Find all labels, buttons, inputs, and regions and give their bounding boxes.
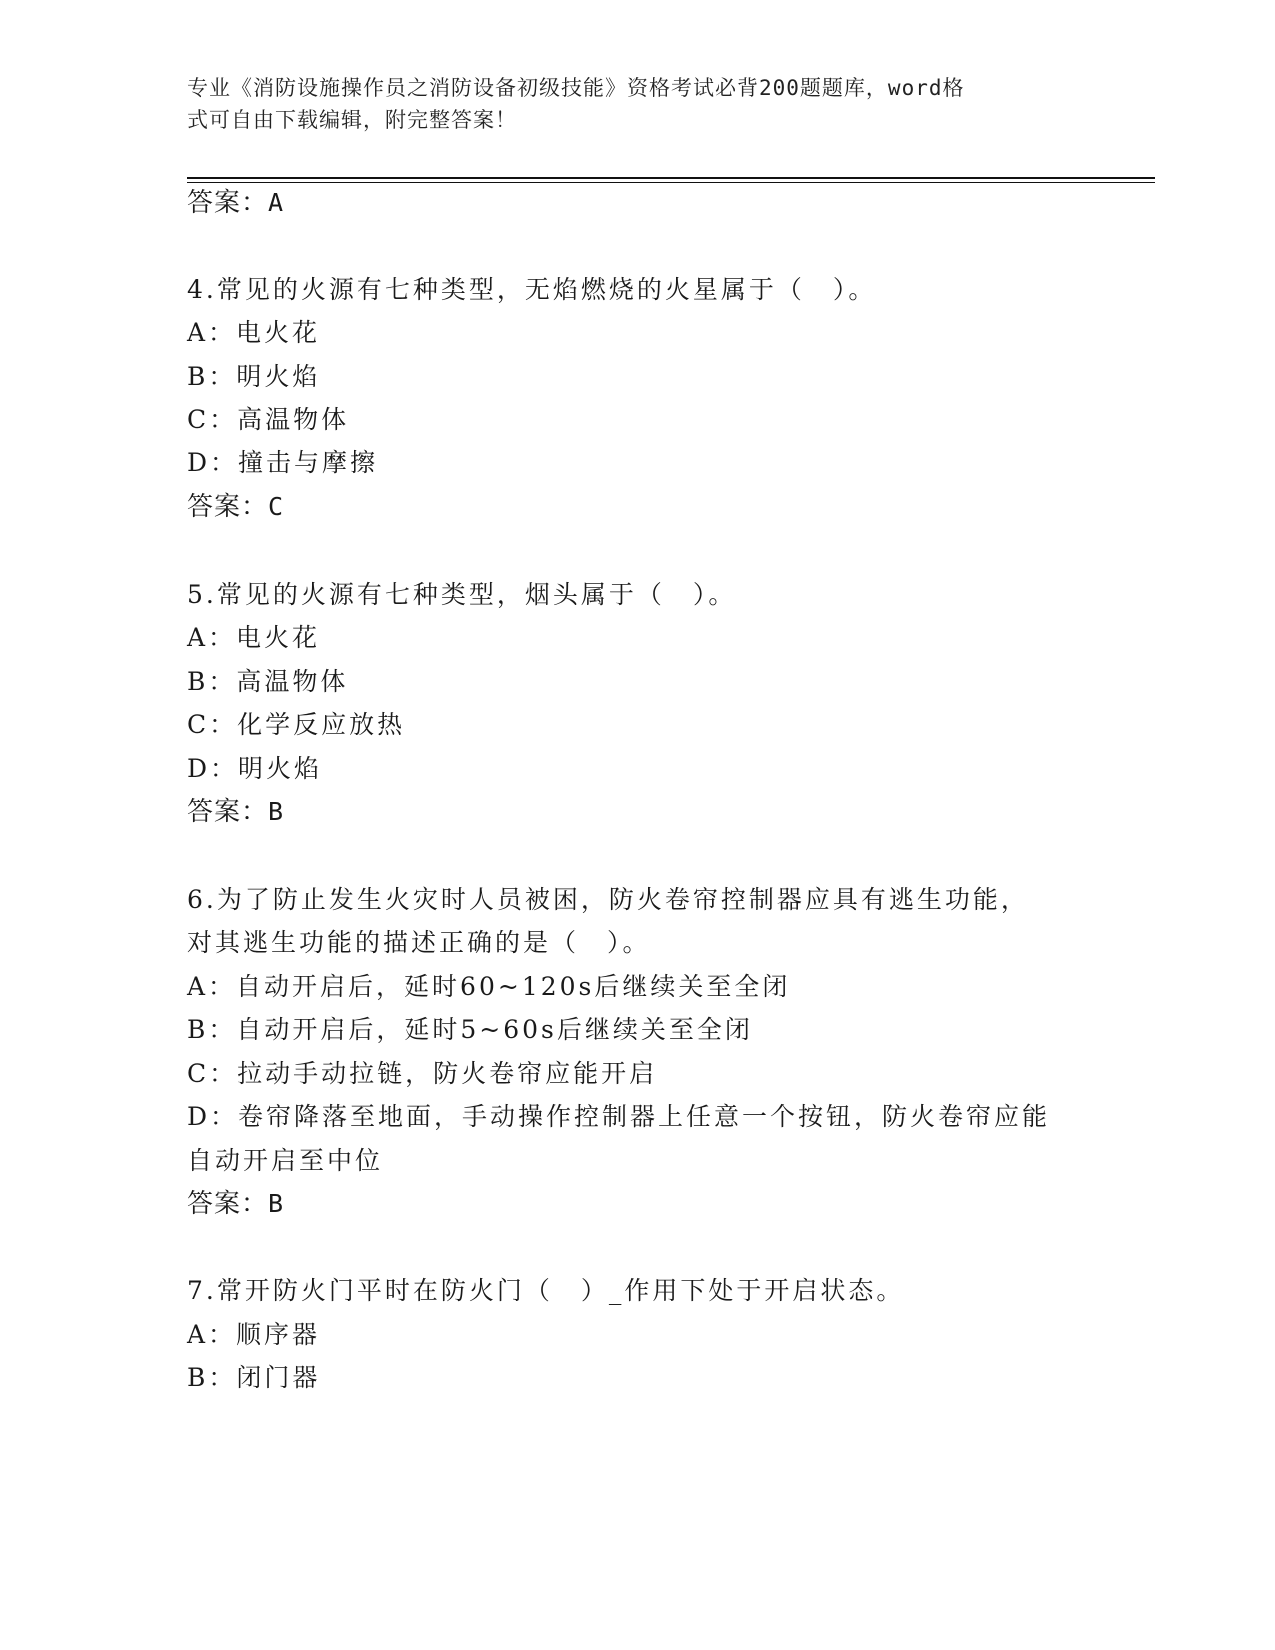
question-6-option-a: A：自动开启后，延时60~120s后继续关至全闭 — [187, 972, 791, 1001]
question-5-stem: 5.常见的火源有七种类型，烟头属于（ ）。 — [187, 580, 737, 609]
question-7-option-a: A：顺序器 — [187, 1320, 321, 1349]
question-6-stem-line-1: 6.为了防止发生火灾时人员被困，防火卷帘控制器应具有逃生功能， — [187, 885, 1029, 914]
question-5-option-a: A：电火花 — [187, 623, 321, 652]
question-7-stem: 7.常开防火门平时在防火门（ ）_作用下处于开启状态。 — [187, 1276, 905, 1305]
question-6-stem-line-2: 对其逃生功能的描述正确的是（ ）。 — [187, 928, 651, 957]
question-4-option-c: C：高温物体 — [187, 405, 350, 434]
question-6-option-c: C：拉动手动拉链，防火卷帘应能开启 — [187, 1059, 658, 1088]
question-6-option-d-line-1: D：卷帘降落至地面，手动操作控制器上任意一个按钮，防火卷帘应能 — [187, 1102, 1051, 1131]
question-5-option-c: C：化学反应放热 — [187, 710, 406, 739]
header-line-2: 式可自由下载编辑，附完整答案！ — [187, 108, 517, 132]
answer-prev: 答案：A — [187, 188, 285, 218]
question-5-option-d: D：明火焰 — [187, 754, 323, 783]
question-6-option-d-line-2: 自动开启至中位 — [187, 1146, 384, 1175]
question-7-option-b: B：闭门器 — [187, 1363, 321, 1392]
header-divider-thick — [187, 177, 1155, 179]
question-4-answer: 答案：C — [187, 492, 285, 522]
question-6-answer: 答案：B — [187, 1189, 285, 1219]
question-4-option-b: B：明火焰 — [187, 362, 321, 391]
document-header — [187, 72, 1067, 136]
header-line-1: 专业《消防设施操作员之消防设备初级技能》资格考试必背200题题库，word格 — [187, 76, 965, 100]
header-divider-thin — [187, 182, 1155, 183]
question-6-option-b: B：自动开启后，延时5~60s后继续关至全闭 — [187, 1015, 753, 1044]
question-4-option-d: D：撞击与摩擦 — [187, 448, 379, 477]
question-4-option-a: A：电火花 — [187, 318, 321, 347]
question-5-option-b: B：高温物体 — [187, 667, 349, 696]
question-4-stem: 4.常见的火源有七种类型，无焰燃烧的火星属于（ ）。 — [187, 275, 877, 304]
question-5-answer: 答案：B — [187, 797, 285, 827]
